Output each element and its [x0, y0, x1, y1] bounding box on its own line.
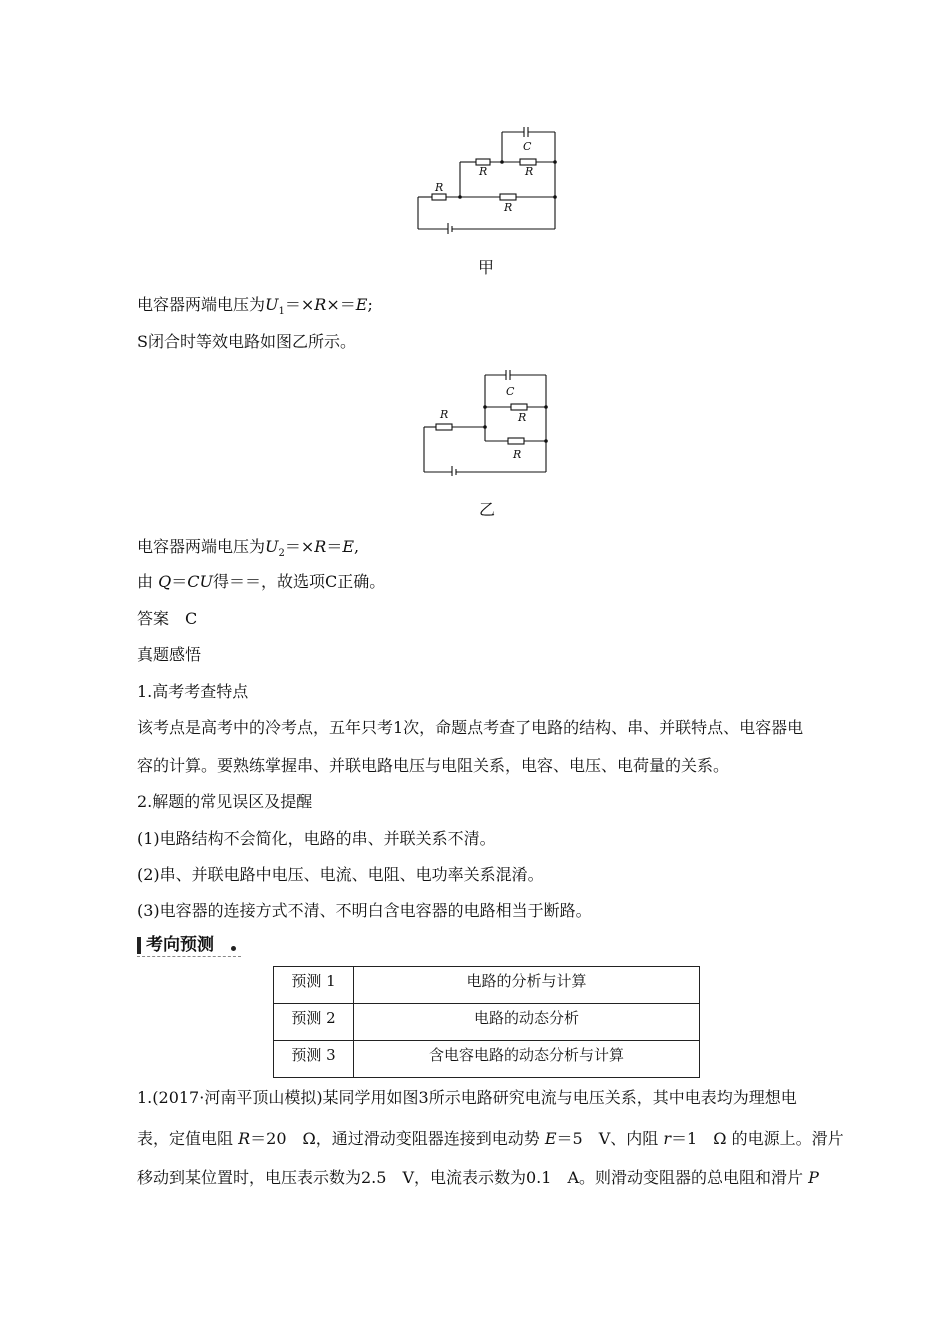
text-line: 由 Q＝CU得＝＝，故选项C正确。 — [137, 572, 386, 591]
paragraph-line: 容的计算。要熟练掌握串、并联电路电压与电阻关系，电容、电压、电荷量的关系。 — [137, 756, 730, 775]
label-r: R — [504, 201, 513, 214]
label-r: R — [435, 181, 444, 194]
subsection-title: 2.解题的常见误区及提醒 — [137, 792, 313, 811]
section-title: 真题感悟 — [137, 645, 202, 664]
text-line: 电容器两端电压为$U_2=\times R=E$, — [137, 537, 360, 560]
table-cell: 预测 2 — [274, 1004, 354, 1041]
circuit-diagram-jia — [410, 122, 560, 234]
heading-dot-icon — [231, 946, 236, 951]
list-item: (1)电路结构不会简化，电路的串、并联关系不清。 — [137, 829, 496, 848]
label-c: C — [506, 385, 515, 398]
table-cell: 预测 1 — [274, 967, 354, 1004]
label-r: R — [518, 411, 527, 424]
label-r: R — [525, 165, 534, 178]
label-c: C — [523, 140, 532, 153]
table-cell: 含电容电路的动态分析与计算 — [354, 1041, 700, 1078]
text-line: S闭合时等效电路如图乙所示。 — [137, 332, 356, 351]
heading-bar-icon — [137, 937, 141, 954]
text-line: 电容器两端电压为$U_1=\times R\times=E$; — [137, 295, 373, 318]
problem-line: 1.(2017·河南平顶山模拟)某同学用如图3所示电路研究电流与电压关系，其中电表均为理想电 — [137, 1088, 797, 1107]
label-r: R — [479, 165, 488, 178]
label-r: R — [513, 448, 522, 461]
table-cell: 电路的分析与计算 — [354, 967, 700, 1004]
table-row — [274, 967, 700, 1004]
paragraph-line: 该考点是高考中的冷考点，五年只考1次，命题点考查了电路的结构、串、并联特点、电容器电 — [137, 718, 804, 737]
problem-line: 表，定值电阻 R＝20 Ω，通过滑动变阻器连接到电动势 E＝5 V、内阻 r＝1 Ω 的电源上。滑片 — [137, 1129, 844, 1148]
table-row — [274, 1041, 700, 1078]
table-row — [274, 1004, 700, 1041]
table-cell: 预测 3 — [274, 1041, 354, 1078]
circuit-diagram-yi — [418, 364, 554, 476]
list-item: (3)电容器的连接方式不清、不明白含电容器的电路相当于断路。 — [137, 901, 592, 920]
figure-caption-jia: 甲 — [478, 258, 495, 277]
subsection-title: 1.高考考查特点 — [137, 682, 249, 701]
figure-caption-yi: 乙 — [479, 500, 496, 519]
section-heading: 考向预测 — [137, 934, 241, 957]
list-item: (2)串、并联电路中电压、电流、电阻、电功率关系混淆。 — [137, 865, 544, 884]
prediction-table — [273, 966, 700, 1078]
label-r: R — [440, 408, 449, 421]
answer-line: 答案 C — [137, 609, 198, 628]
problem-line: 移动到某位置时，电压表示数为2.5 V，电流表示数为0.1 A。则滑动变阻器的总电阻和滑片 P — [137, 1168, 819, 1187]
table-cell: 电路的动态分析 — [354, 1004, 700, 1041]
